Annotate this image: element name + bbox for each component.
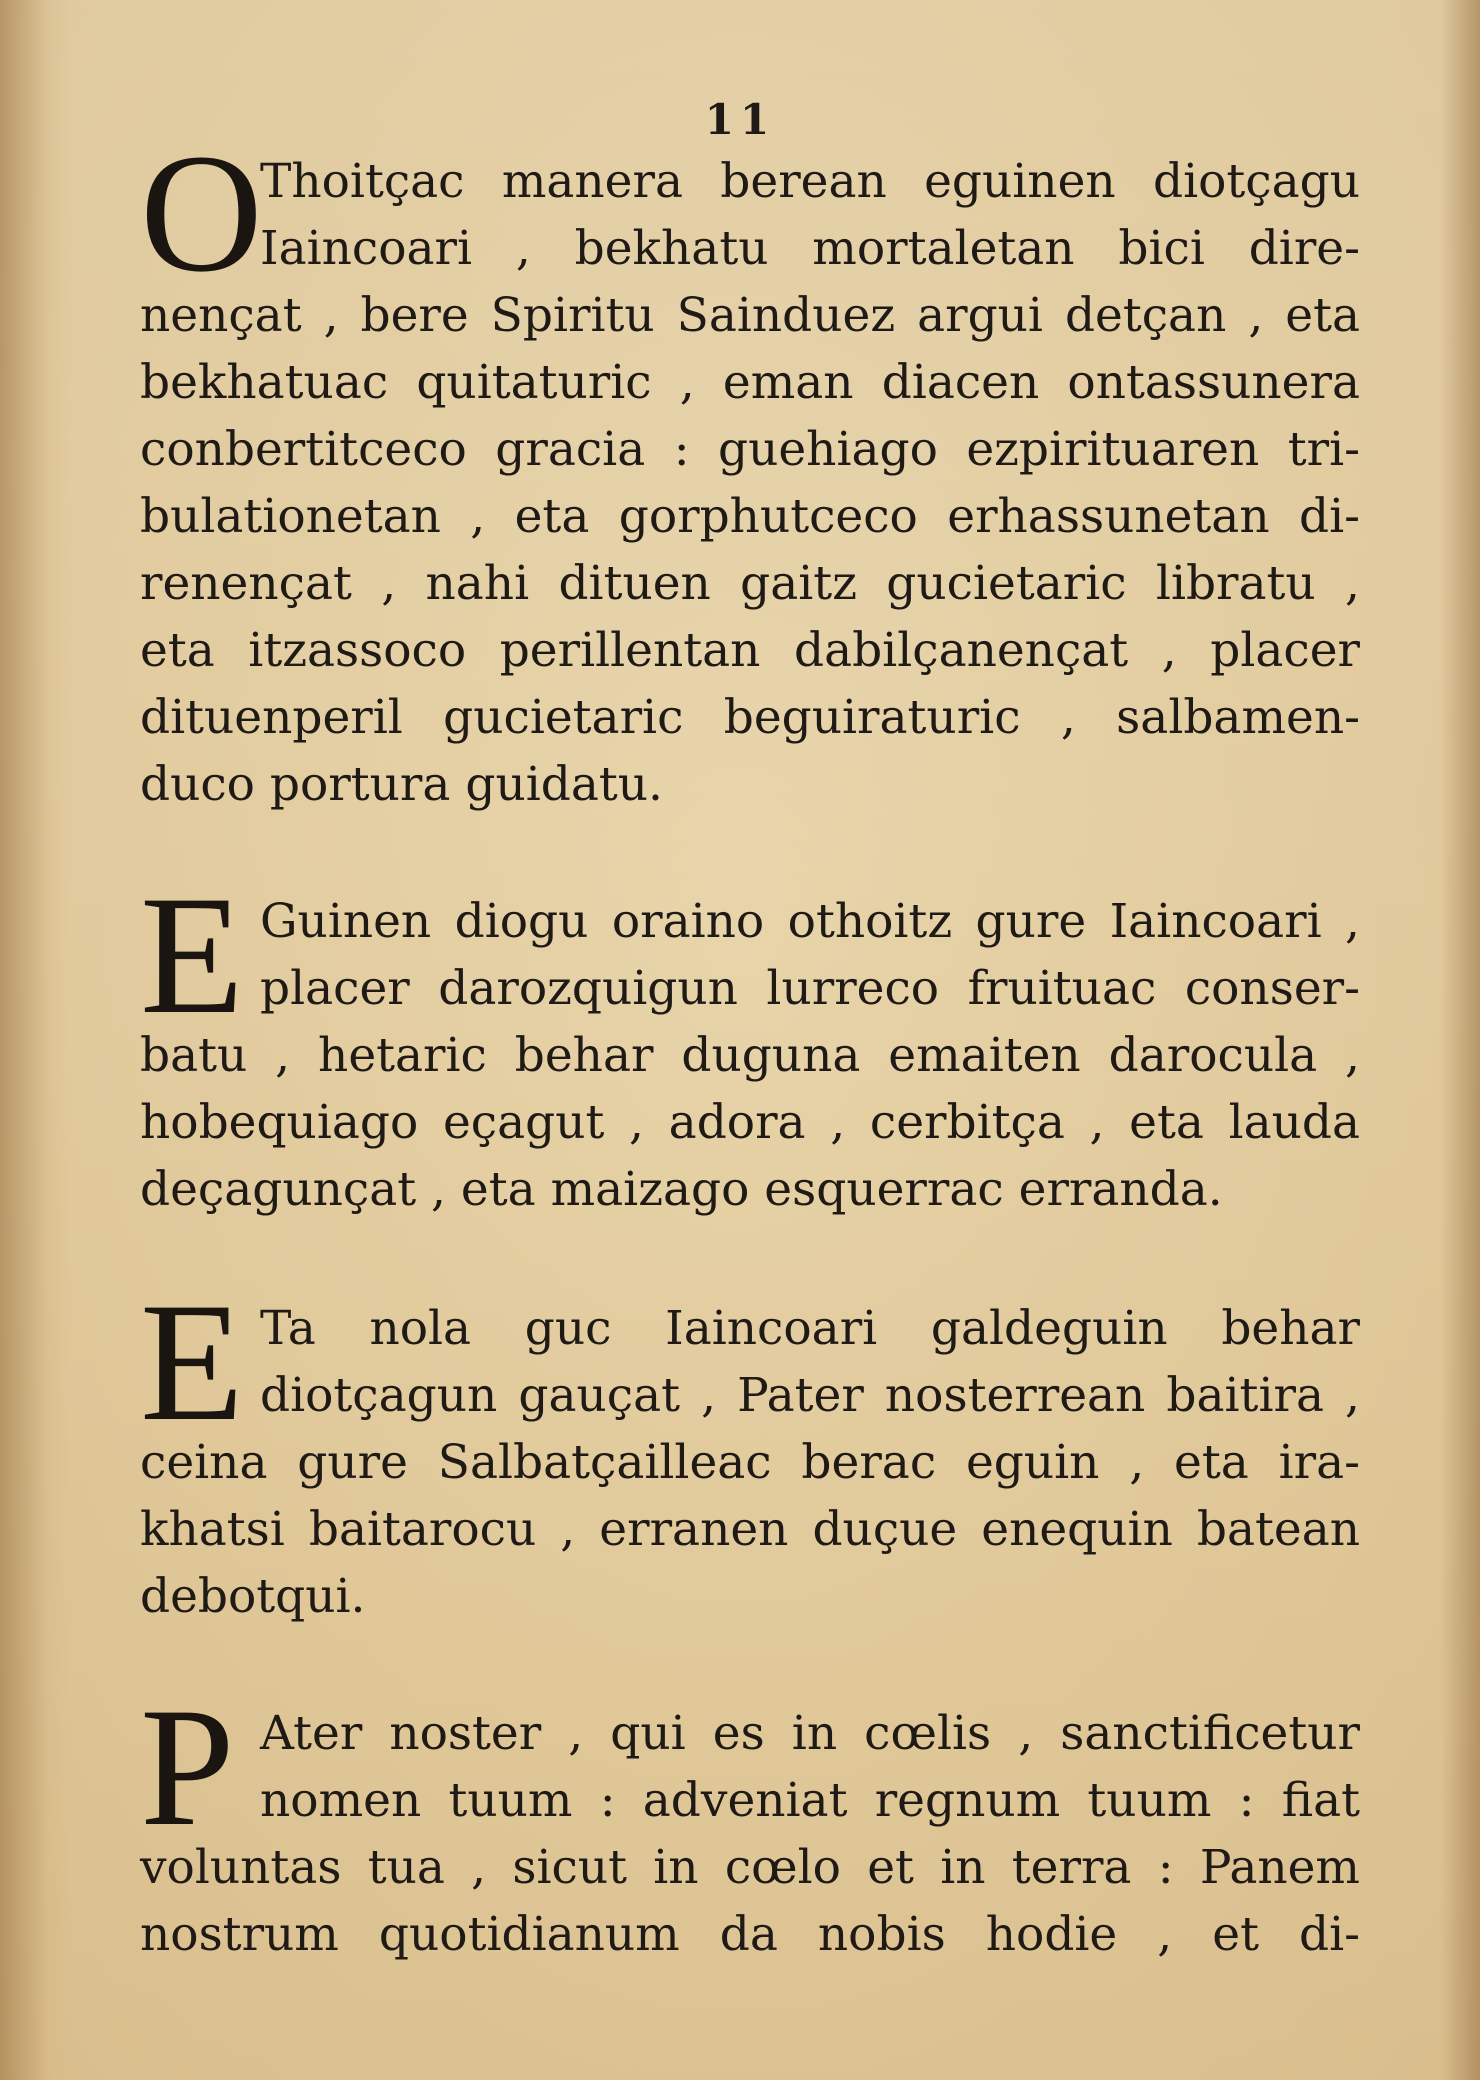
text-line: eta itzassoco perillentan dabilçanençat , placer xyxy=(140,623,1360,678)
text-line: Ater noster , qui es in cœlis , sanctificetur xyxy=(260,1706,1360,1761)
text-line: bekhatuac quitaturic , eman diacen ontassunera xyxy=(140,355,1360,410)
text-line: bulationetan , eta gorphutceco erhassunetan di- xyxy=(140,489,1360,544)
text-line: ceina gure Salbatçailleac berac eguin , eta ira- xyxy=(140,1435,1360,1490)
text-line: deçagunçat , eta maizago esquerrac erranda. xyxy=(140,1162,1223,1217)
text-line: diotçagun gauçat , Pater nosterrean baitira , xyxy=(260,1368,1360,1423)
text-line: nomen tuum : adveniat regnum tuum : fiat xyxy=(260,1773,1360,1828)
drop-cap-initial: E xyxy=(140,1268,244,1456)
text-line: nostrum quotidianum da nobis hodie , et di- xyxy=(140,1907,1360,1962)
text-line: conbertitceco gracia : guehiago ezpirituaren tri- xyxy=(140,422,1360,477)
text-line: dituenperil gucietaric beguiraturic , salbamen- xyxy=(140,690,1360,745)
text-line: Guinen diogu oraino othoitz gure Iaincoari , xyxy=(260,894,1360,949)
text-line: renençat , nahi dituen gaitz gucietaric libratu , xyxy=(140,556,1360,611)
text-line: voluntas tua , sicut in cœlo et in terra : Panem xyxy=(140,1840,1360,1895)
text-line: batu , hetaric behar duguna emaiten darocula , xyxy=(140,1028,1360,1083)
paragraph-3 xyxy=(140,1268,1360,1630)
page-number: 11 xyxy=(704,95,776,144)
drop-cap-initial: O xyxy=(140,119,263,307)
text-line: khatsi baitarocu , erranen duçue enequin batean xyxy=(140,1502,1360,1557)
text-line: Iaincoari , bekhatu mortaletan bici dire- xyxy=(260,221,1360,276)
text-line: nençat , bere Spiritu Sainduez argui detçan , eta xyxy=(140,288,1360,343)
text-line: placer darozquigun lurreco fruituac conser- xyxy=(260,961,1360,1016)
paragraph-2 xyxy=(140,861,1360,1223)
text-line: debotqui. xyxy=(140,1569,366,1624)
text-line: Ta nola guc Iaincoari galdeguin behar xyxy=(260,1301,1360,1356)
text-line: duco portura guidatu. xyxy=(140,757,663,812)
drop-cap-initial: P xyxy=(140,1673,235,1861)
text-line: Thoitçac manera berean eguinen diotçagu xyxy=(260,154,1360,209)
drop-cap-initial: E xyxy=(140,861,244,1049)
paragraph-4 xyxy=(140,1673,1360,1968)
text-line: hobequiago eçagut , adora , cerbitça , eta lauda xyxy=(140,1095,1360,1150)
